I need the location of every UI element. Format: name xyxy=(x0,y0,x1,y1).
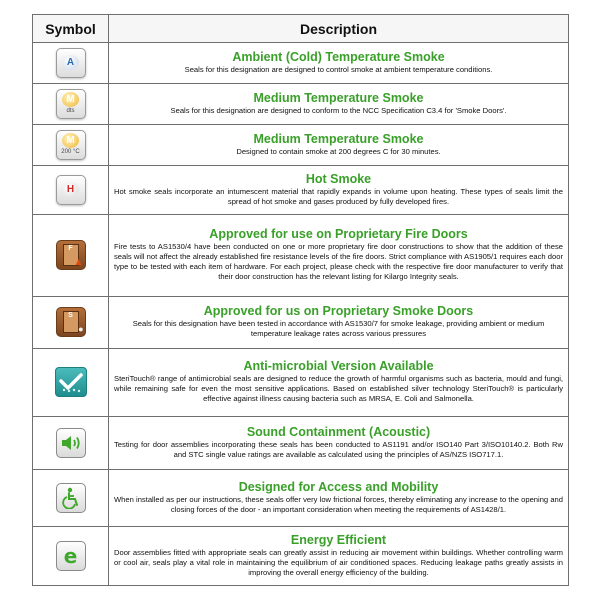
description-cell xyxy=(109,470,569,526)
description-cell xyxy=(109,124,569,165)
row-title: Energy Efficient xyxy=(290,532,387,547)
table-row xyxy=(33,470,569,526)
symbol-cell xyxy=(33,124,109,165)
row-title: Hot Smoke xyxy=(305,171,372,186)
icon-letter: A xyxy=(62,55,79,70)
row-description: Fire tests to AS1530/4 have been conducted on one or more proprietary fire door constructions to show that the addition of these seals will not affect the already established fire resistance levels of the fire doors. Strict compliance with AS1905/1 requires each door type to be tested with each item of hardware. For each project, please check with the respective fire door manufacturer to verify that their door construction has the relevant listing for Kilargo Integrity seals. xyxy=(114,242,563,282)
icon-letter: F xyxy=(68,245,73,253)
icon-letter: e xyxy=(63,543,78,568)
description-cell xyxy=(109,165,569,214)
description-cell xyxy=(109,214,569,296)
table-row xyxy=(33,83,569,124)
row-description: Designed to contain smoke at 200 degrees C for 30 minutes. xyxy=(236,146,441,156)
description-cell xyxy=(109,526,569,585)
table-row xyxy=(33,417,569,470)
accessibility-icon xyxy=(61,487,81,509)
description-cell xyxy=(109,348,569,417)
symbol-cell xyxy=(33,165,109,214)
smoke-puff-icon: ● xyxy=(78,324,84,335)
symbol-cell xyxy=(33,526,109,585)
symbol-cell xyxy=(33,83,109,124)
row-title: Ambient (Cold) Temperature Smoke xyxy=(232,49,445,64)
icon-letter: H xyxy=(62,182,79,197)
row-description: Seals for this designation have been tested in accordance with AS1530/7 for smoke leakage, providing ambient or medium temperature leakage rates across various pressures xyxy=(132,319,545,339)
sound-waves-icon xyxy=(60,434,82,452)
icon-letter: M xyxy=(62,133,79,148)
row-title: Designed for Access and Mobility xyxy=(238,479,439,494)
table-row xyxy=(33,43,569,84)
row-title: Sound Containment (Acoustic) xyxy=(246,425,431,440)
antimicrobial-icon xyxy=(55,367,87,397)
table-row xyxy=(33,165,569,214)
icon-letter: S xyxy=(68,312,73,320)
row-title: Approved for us on Proprietary Smoke Doors xyxy=(203,304,474,319)
table-row xyxy=(33,348,569,417)
row-description: When installed as per our instructions, these seals offer very low frictional forces, thereby eliminating any increase to the opening and closing forces of the door - an important consideration when meeting the requirements of AS1428/1. xyxy=(114,494,563,514)
description-cell xyxy=(109,417,569,470)
table-row xyxy=(33,526,569,585)
table-row xyxy=(33,214,569,296)
smoke-door-icon xyxy=(56,307,86,337)
symbol-cell xyxy=(33,417,109,470)
wheelchair-icon xyxy=(56,483,86,513)
description-column-header: Description xyxy=(109,15,569,43)
symbol-column-header: Symbol xyxy=(33,15,109,43)
row-description: Seals for this designation are designed to conform to the NCC Specification C3.4 for 'Smoke Doors'. xyxy=(170,105,507,115)
checkmark-shield-icon xyxy=(58,371,84,393)
row-description: Hot smoke seals incorporate an intumescent material that rapidly expands in volume upon heating. These types of seals limit the spread of hot smoke and gases produced by fully developed fires. xyxy=(114,186,563,206)
description-cell xyxy=(109,43,569,84)
symbol-cell xyxy=(33,470,109,526)
icon-caption: 200 °C xyxy=(61,149,80,156)
description-cell xyxy=(109,296,569,348)
symbol-cell xyxy=(33,348,109,417)
symbol-cell xyxy=(33,296,109,348)
door-shape xyxy=(63,244,84,269)
icon-letter: M xyxy=(62,92,79,107)
ambient-smoke-icon xyxy=(56,48,86,78)
row-description: Testing for door assemblies incorporating these seals has been conducted to AS1191 and/or ISO140 Part 3/ISO10140.2. Both Rw and STC single value ratings are available as calculated using the principles of AS/NZS ISO717.1. xyxy=(114,440,563,460)
symbol-legend-table xyxy=(32,14,569,586)
row-title: Medium Temperature Smoke xyxy=(253,90,424,105)
energy-e-icon xyxy=(56,541,86,571)
table-row xyxy=(33,296,569,348)
row-description: SteriTouch® range of antimicrobial seals are designed to reduce the growth of harmful organisms such as bacteria, mould and fungi, while remaining safe for even the most sensitive applications. Based on established silver technology SteriTouch® is particularly effective against illness causing bacteria such as MRSA, E. Coli and Salmonella. xyxy=(114,374,563,404)
fire-door-icon xyxy=(56,240,86,270)
door-shape xyxy=(63,311,84,335)
flame-icon: ▲ xyxy=(73,257,84,269)
icon-caption: dts xyxy=(66,108,75,115)
row-title: Medium Temperature Smoke xyxy=(253,131,424,146)
header-row xyxy=(33,15,569,43)
speaker-icon xyxy=(56,428,86,458)
row-title: Anti-microbial Version Available xyxy=(243,359,434,374)
symbol-cell xyxy=(33,214,109,296)
row-description: Door assemblies fitted with appropriate seals can greatly assist in reducing air movement within buildings. Whether controlling warm or cool air, seals play a vital role in maintaining the equilibrium of air conditioned spaces. Reducing leakage paths greatly assists in improving the overall energy efficiency of the building. xyxy=(114,547,563,577)
row-title: Approved for use on Proprietary Fire Doors xyxy=(209,227,468,242)
hot-smoke-icon xyxy=(56,175,86,205)
table-row xyxy=(33,124,569,165)
row-description: Seals for this designation are designed to control smoke at ambient temperature conditions. xyxy=(184,64,493,74)
symbol-cell xyxy=(33,43,109,84)
medium-smoke-dts-icon xyxy=(56,89,86,119)
description-cell xyxy=(109,83,569,124)
medium-smoke-200-icon xyxy=(56,130,86,160)
